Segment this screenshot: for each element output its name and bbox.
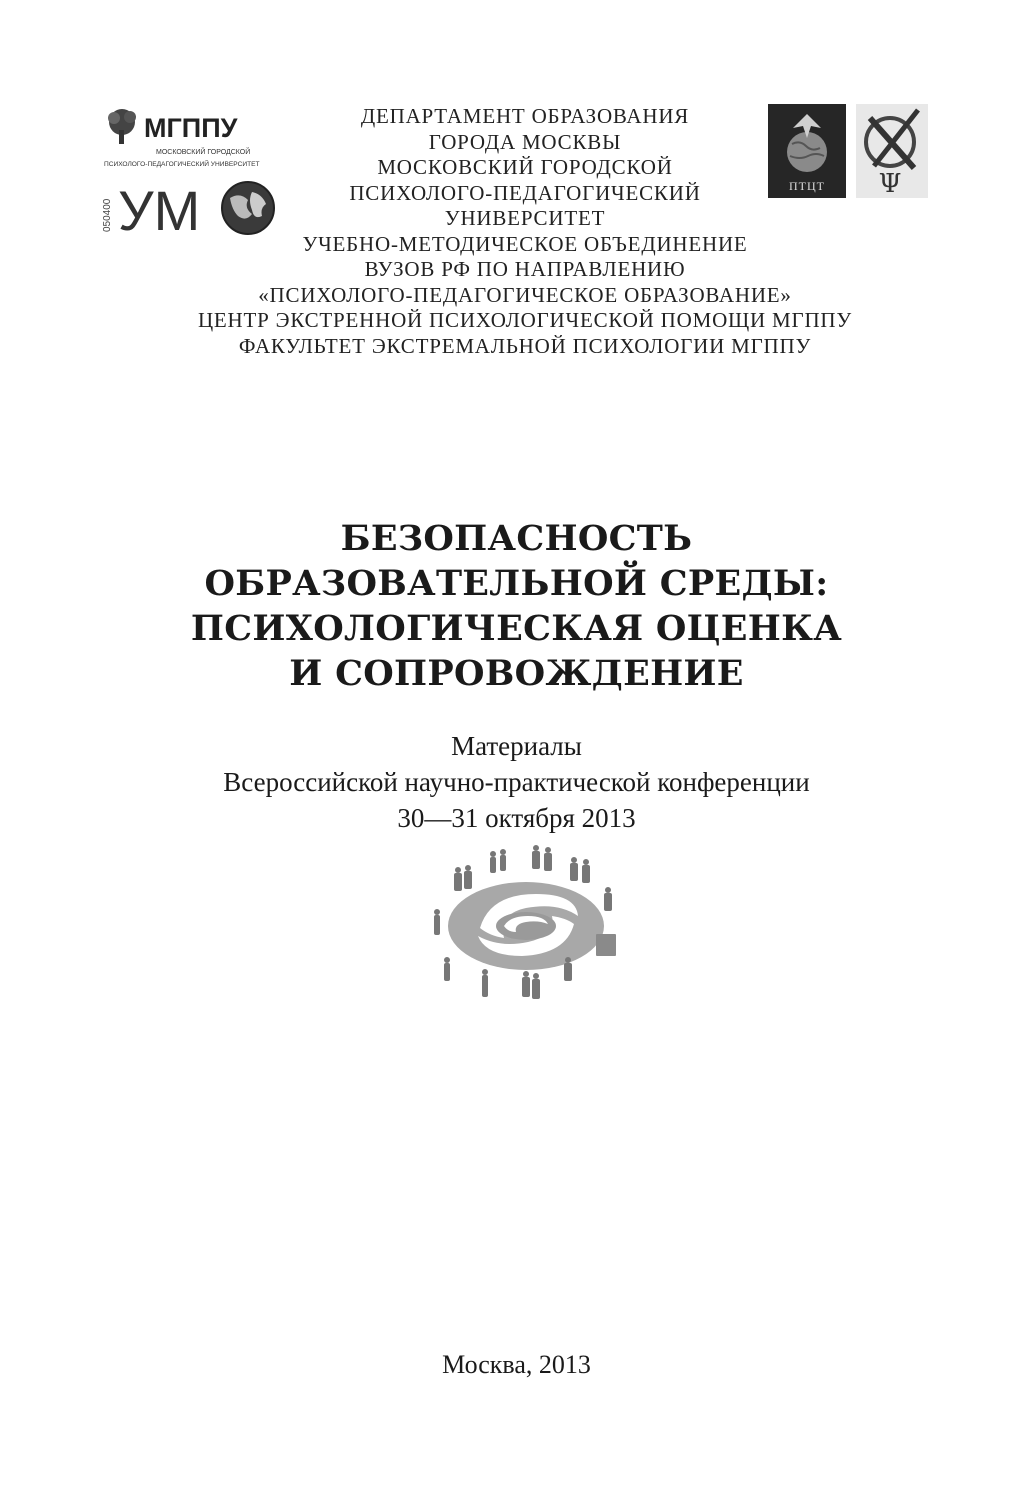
org-line: ПСИХОЛОГО-ПЕДАГОГИЧЕСКИЙ bbox=[349, 180, 701, 205]
conference-logo bbox=[420, 838, 630, 1010]
title-line: БЕЗОПАСНОСТЬ bbox=[340, 518, 693, 559]
org-line: ФАКУЛЬТЕТ ЭКСТРЕМАЛЬНОЙ ПСИХОЛОГИИ МГППУ bbox=[238, 333, 812, 358]
mgppu-logo-name: МГППУ bbox=[144, 113, 238, 143]
title-line: И СОПРОВОЖДЕНИЕ bbox=[289, 653, 744, 694]
swirl-icon bbox=[448, 882, 604, 970]
emblem-caption: ПТЦТ bbox=[789, 179, 825, 193]
org-line: ДЕПАРТАМЕНТ ОБРАЗОВАНИЯ bbox=[360, 104, 690, 128]
title-line: ПСИХОЛОГИЧЕСКАЯ ОЦЕНКА bbox=[190, 608, 843, 649]
org-line: УЧЕБНО-МЕТОДИЧЕСКОЕ ОБЪЕДИНЕНИЕ bbox=[302, 231, 748, 256]
org-line: ВУЗОВ РФ ПО НАПРАВЛЕНИЮ bbox=[364, 257, 686, 281]
subtitle-line: Всероссийской научно-практической конференции bbox=[223, 767, 810, 797]
mgppu-logo-sub2: ПСИХОЛОГО-ПЕДАГОГИЧЕСКИЙ УНИВЕРСИТЕТ bbox=[104, 161, 260, 168]
publication-place-year: Москва, 2013 bbox=[442, 1350, 591, 1379]
umo-logo-name: УМ bbox=[118, 179, 201, 238]
title-line: ОБРАЗОВАТЕЛЬНОЙ СРЕДЫ: bbox=[204, 563, 829, 604]
organizations-header bbox=[130, 104, 920, 359]
book-subtitle bbox=[60, 728, 973, 836]
mgppu-logo-sub1: МОСКОВСКИЙ ГОРОДСКОЙ bbox=[156, 149, 251, 156]
org-line: ГОРОДА МОСКВЫ bbox=[428, 129, 622, 154]
org-line: МОСКОВСКИЙ ГОРОДСКОЙ bbox=[377, 155, 673, 179]
psi-glyph: Ψ bbox=[878, 169, 902, 198]
subtitle-line: 30—31 октября 2013 bbox=[397, 803, 636, 833]
org-line: ЦЕНТР ЭКСТРЕННОЙ ПСИХОЛОГИЧЕСКОЙ ПОМОЩИ МГППУ bbox=[197, 308, 853, 332]
org-line: УНИВЕРСИТЕТ bbox=[444, 206, 606, 230]
umo-logo-code: 050400 bbox=[102, 198, 113, 232]
org-line: «ПСИХОЛОГО-ПЕДАГОГИЧЕСКОЕ ОБРАЗОВАНИЕ» bbox=[258, 282, 792, 307]
book-title bbox=[60, 516, 973, 696]
subtitle-line: Материалы bbox=[451, 731, 582, 761]
